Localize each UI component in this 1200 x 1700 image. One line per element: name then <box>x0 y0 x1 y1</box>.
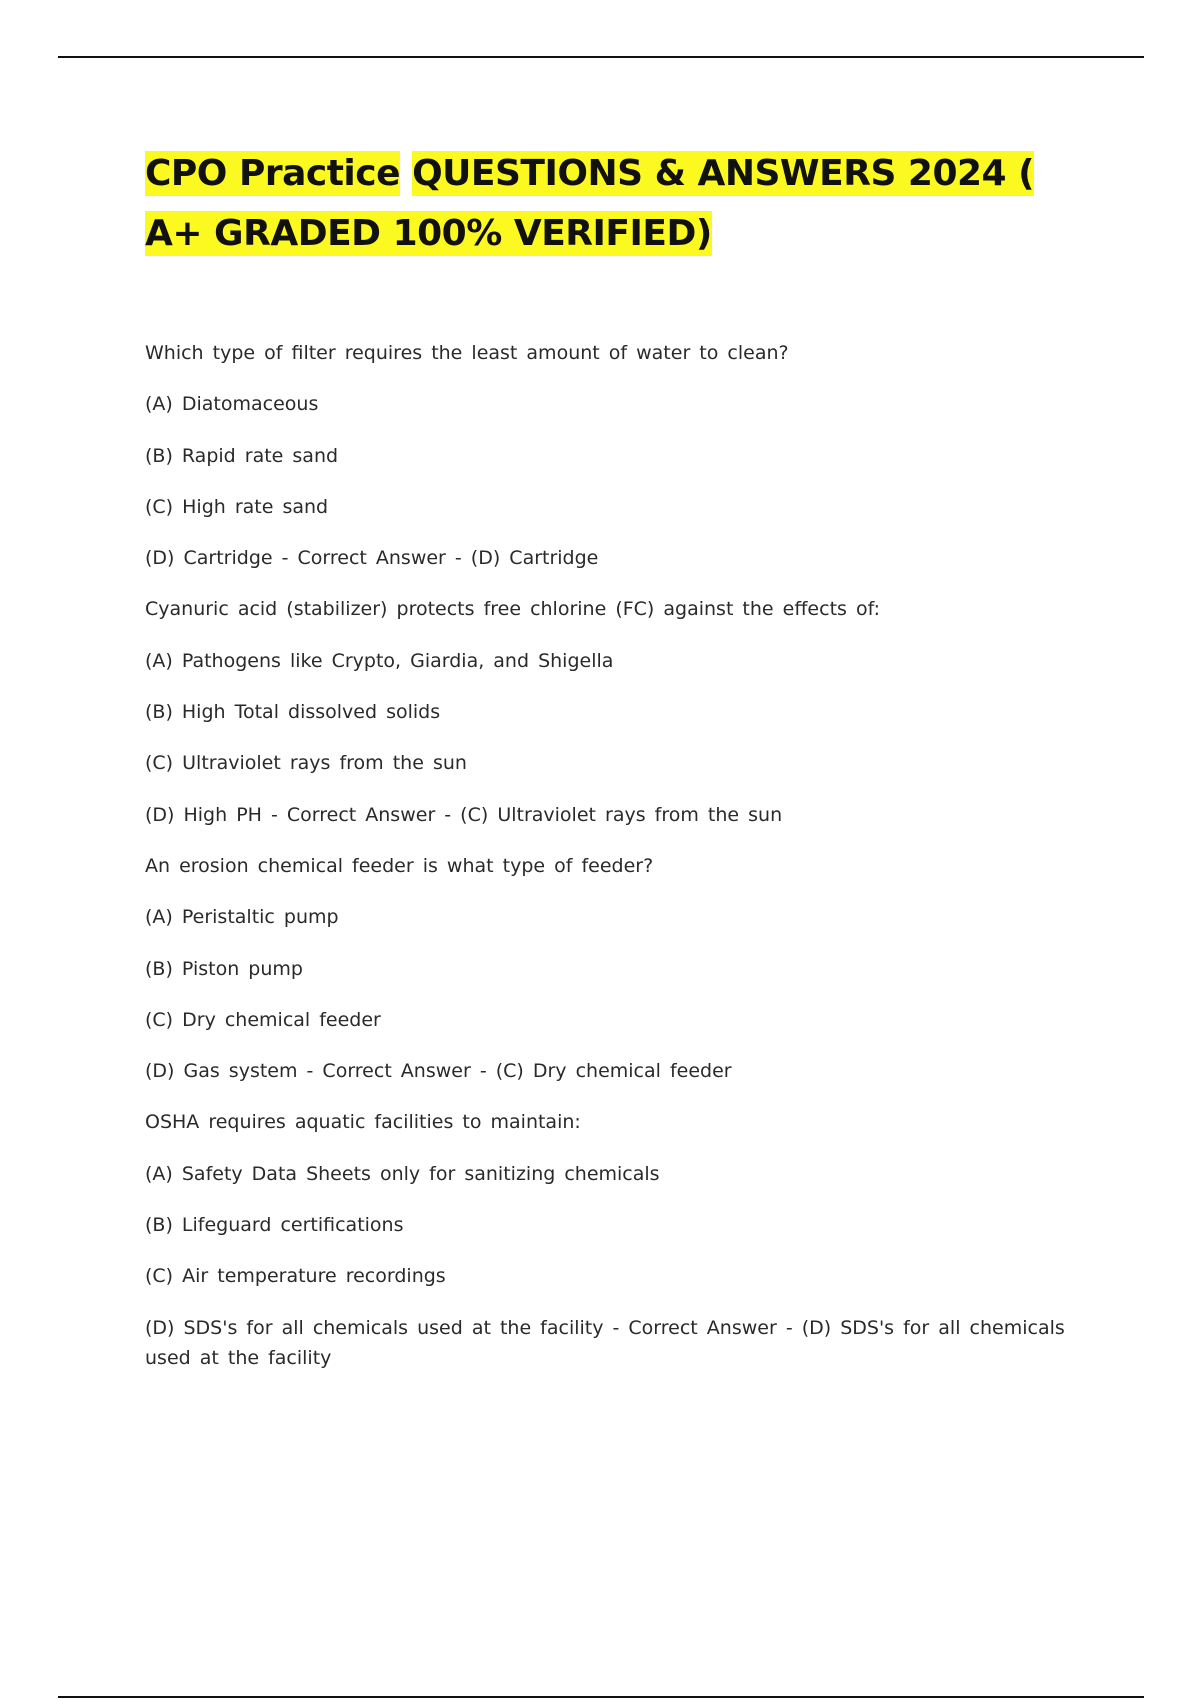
document-title <box>145 144 1045 264</box>
question-4-option-c: (C) Air temperature recordings <box>145 1265 446 1288</box>
question-2-option-a: (A) Pathogens like Crypto, Giardia, and Shigella <box>145 649 614 672</box>
question-3-option-a: (A) Peristaltic pump <box>145 906 339 929</box>
question-4-option-a: (A) Safety Data Sheets only for sanitizing chemicals <box>145 1162 660 1185</box>
question-1-option-b: (B) Rapid rate sand <box>145 444 339 467</box>
document-body <box>145 338 1090 1373</box>
question-3: An erosion chemical feeder is what type of feeder? <box>145 854 654 877</box>
title-highlight-2: QUESTIONS & ANSWERS 2024 ( A+ GRADED 100% VERIFIED) <box>145 153 1035 254</box>
question-1: Which type of filter requires the least amount of water to clean? <box>145 342 789 364</box>
question-4: OSHA requires aquatic facilities to maintain: <box>145 1111 581 1134</box>
question-2-option-d-answer: (D) High PH - Correct Answer - (C) Ultraviolet rays from the sun <box>145 803 783 826</box>
question-4-option-b: (B) Lifeguard certifications <box>145 1214 404 1237</box>
question-4-option-d-answer: (D) SDS's for all chemicals used at the facility - Correct Answer - (D) SDS's for all chemicals used at the facility <box>145 1316 1065 1369</box>
question-2-option-c: (C) Ultraviolet rays from the sun <box>145 752 467 775</box>
question-2-option-b: (B) High Total dissolved solids <box>145 701 441 724</box>
question-1-option-a: (A) Diatomaceous <box>145 393 319 416</box>
question-3-option-c: (C) Dry chemical feeder <box>145 1008 381 1031</box>
footer-rule <box>58 1696 1144 1698</box>
question-2: Cyanuric acid (stabilizer) protects free chlorine (FC) against the effects of: <box>145 598 880 621</box>
question-1-option-d-answer: (D) Cartridge - Correct Answer - (D) Cartridge <box>145 547 599 570</box>
title-highlight-1: CPO Practice <box>145 153 401 194</box>
question-3-option-b: (B) Piston pump <box>145 957 303 980</box>
header-rule <box>58 56 1144 58</box>
question-1-option-c: (C) High rate sand <box>145 495 329 518</box>
question-3-option-d-answer: (D) Gas system - Correct Answer - (C) Dry chemical feeder <box>145 1060 732 1083</box>
